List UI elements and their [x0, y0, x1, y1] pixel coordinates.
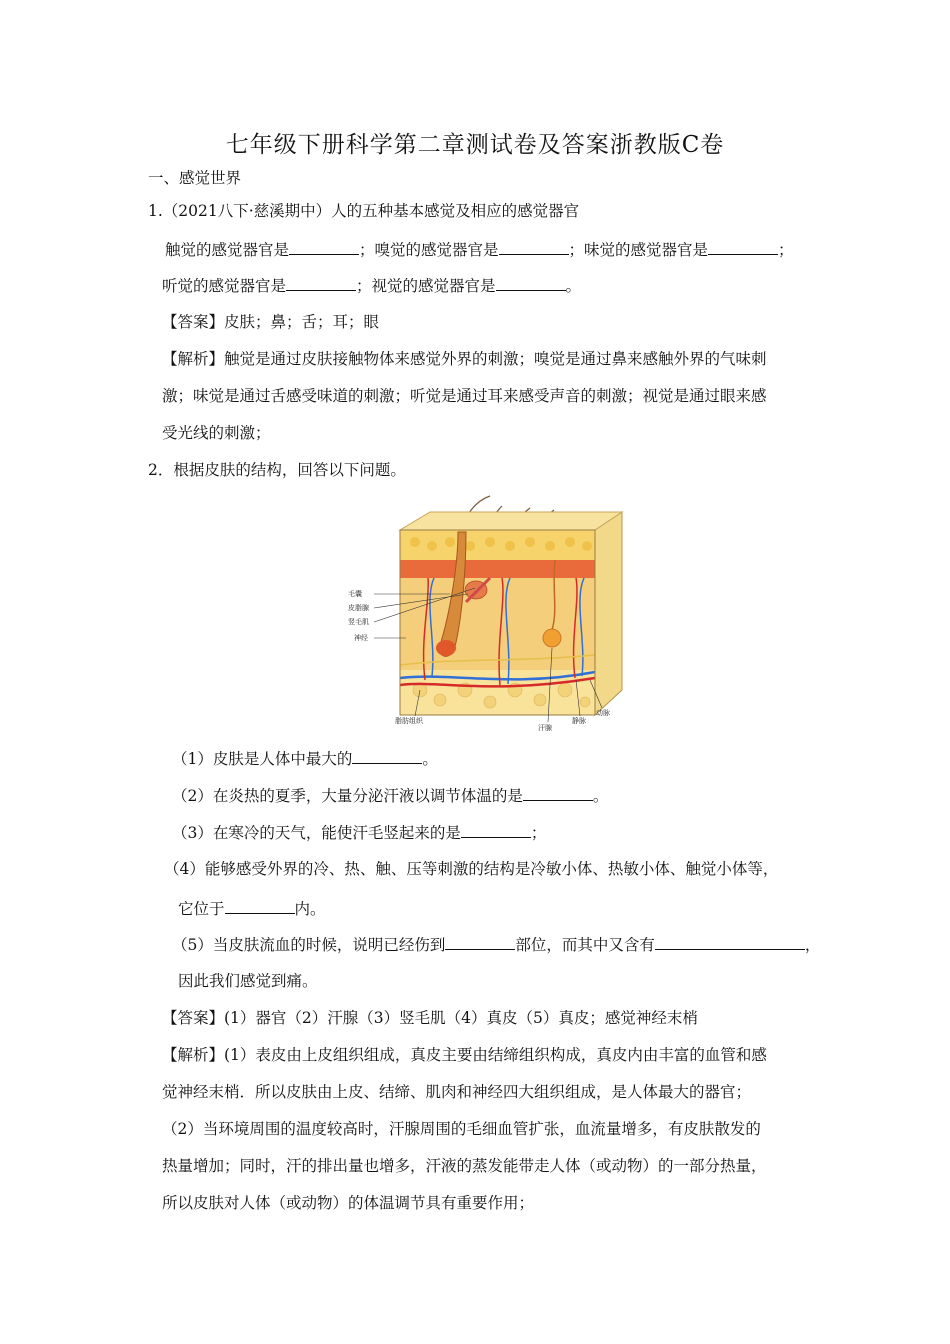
answer-blank[interactable]	[352, 746, 422, 764]
q2-stem: 2．根据皮肤的结构，回答以下问题。	[148, 461, 406, 479]
answer-blank[interactable]	[225, 896, 295, 914]
answer-blank[interactable]	[461, 820, 531, 838]
q2-part3: （3）在寒冷的天气，能使汗毛竖起来的是 ；	[172, 820, 546, 844]
q1-analysis: 激；味觉是通过舌感受味道的刺激；听觉是通过耳来感受声音的刺激；视觉是通过眼来感	[162, 387, 767, 405]
label-fat-tissue: 脂肪组织	[395, 717, 423, 725]
q1-stem: 1.（2021八下·慈溪期中）人的五种基本感觉及相应的感觉器官	[148, 202, 580, 220]
q2-part4: （4）能够感受外界的冷、热、触、压等刺激的结构是冷敏小体、热敏小体、触觉小体等，	[164, 860, 779, 878]
label-artery: 动脉	[596, 709, 610, 717]
answer-blank[interactable]	[655, 932, 805, 950]
q1-analysis: 受光线的刺激；	[162, 424, 271, 442]
page-title: 七年级下册科学第二章测试卷及答案浙教版C卷	[225, 132, 725, 158]
q1-analysis: 【解析】触觉是通过皮肤接触物体来感觉外界的刺激；嗅觉是通过鼻来感触外界的气味刺	[162, 350, 767, 368]
answer-blank[interactable]	[496, 273, 566, 291]
q2-analysis: 所以皮肤对人体（或动物）的体温调节具有重要作用；	[162, 1194, 535, 1212]
answer-blank[interactable]	[286, 273, 356, 291]
q2-analysis: 觉神经末梢．所以皮肤由上皮、结缔、肌肉和神经四大组织组成，是人体最大的器官；	[162, 1083, 752, 1101]
answer-blank[interactable]	[445, 932, 515, 950]
label-sweat-gland: 汗腺	[538, 724, 552, 732]
answer-blank[interactable]	[523, 783, 593, 801]
section-heading: 一、感觉世界	[148, 169, 242, 187]
q1-line1: 触觉的感觉器官是 ；嗅觉的感觉器官是 ；味觉的感觉器官是 ；	[165, 237, 794, 261]
q2-part5-cont: 因此我们感觉到痛。	[178, 972, 318, 990]
skin-structure-diagram	[340, 490, 640, 738]
answer-blank[interactable]	[708, 237, 778, 255]
q2-part1: （1）皮肤是人体中最大的 。	[172, 746, 438, 770]
q2-part5: （5）当皮肤流血的时候，说明已经伤到 部位，而其中又含有 ，	[172, 932, 820, 956]
label-nerve: 神经	[354, 634, 368, 642]
q2-analysis: 【解析】(1）表皮由上皮组织组成，真皮主要由结缔组织构成，真皮内由丰富的血管和感	[162, 1046, 767, 1064]
label-hair-follicle: 毛囊	[348, 590, 362, 598]
label-vein: 静脉	[572, 717, 586, 725]
answer-blank[interactable]	[289, 237, 359, 255]
label-sebaceous-gland: 皮脂腺	[348, 604, 369, 612]
answer-blank[interactable]	[499, 237, 569, 255]
q2-analysis: 热量增加；同时，汗的排出量也增多，汗液的蒸发能带走人体（或动物）的一部分热量，	[162, 1157, 767, 1175]
q2-part2: （2）在炎热的夏季，大量分泌汗液以调节体温的是 。	[172, 783, 608, 807]
label-arrector-pili: 竖毛肌	[348, 618, 369, 626]
q1-answer: 【答案】皮肤；鼻；舌；耳；眼	[162, 313, 380, 331]
q2-answer: 【答案】(1）器官（2）汗腺（3）竖毛肌（4）真皮（5）真皮；感觉神经末梢	[162, 1009, 698, 1027]
q2-analysis: （2）当环境周围的温度较高时，汗腺周围的毛细血管扩张，血流量增多，有皮肤散发的	[162, 1120, 761, 1138]
q2-part4-cont: 它位于 内。	[178, 896, 326, 920]
q1-line2: 听觉的感觉器官是 ；视觉的感觉器官是 。	[162, 273, 581, 297]
